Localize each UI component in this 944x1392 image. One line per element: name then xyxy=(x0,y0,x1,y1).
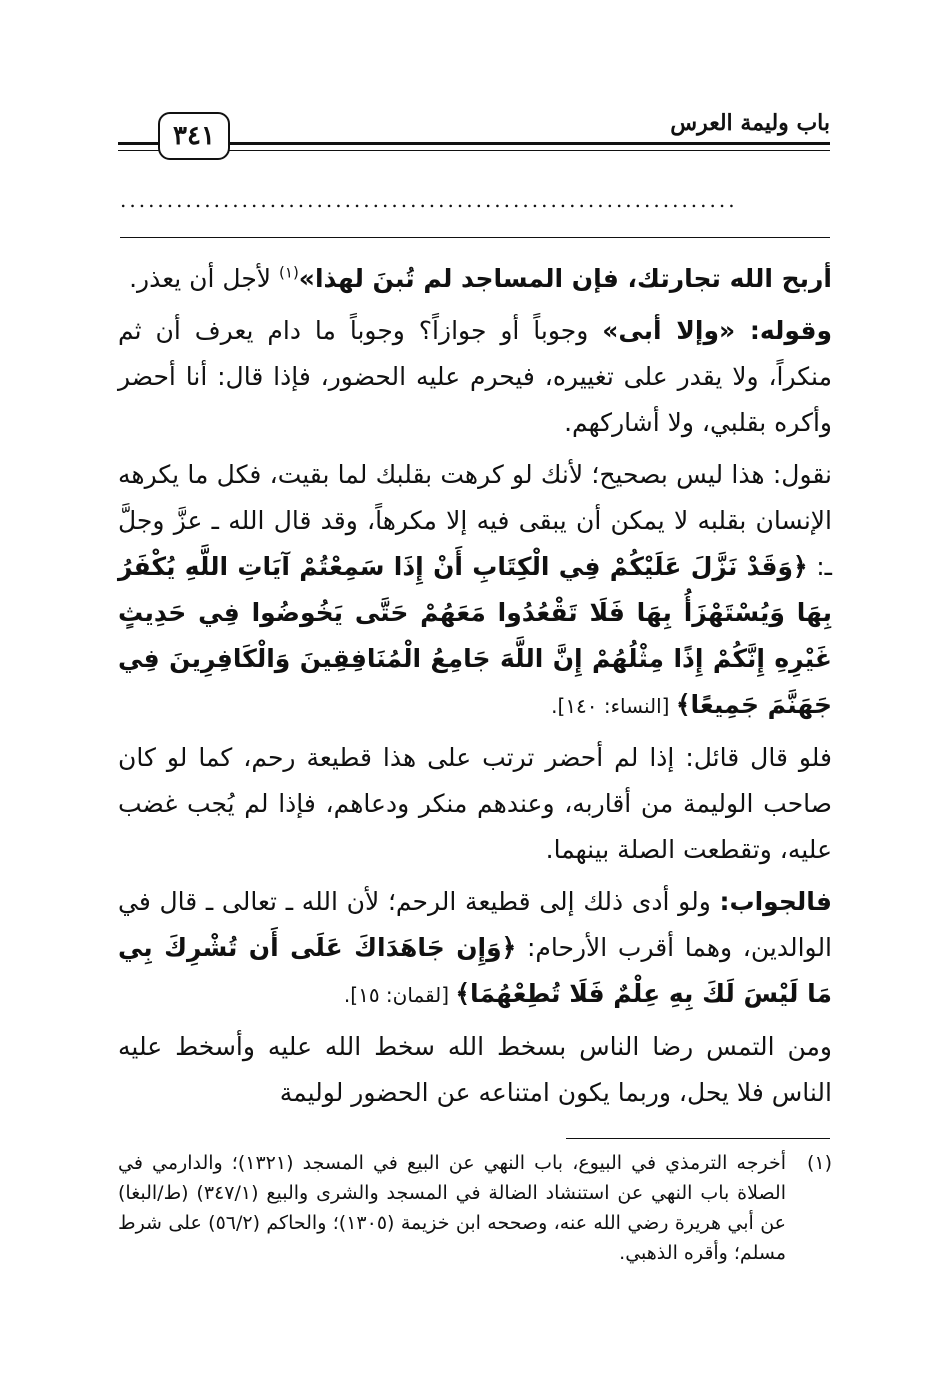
paragraph-1-rest: لأجل أن يعذر. xyxy=(129,264,280,293)
quran-verse-luqman: ﴿وَإِن جَاهَدَاكَ عَلَى أَن تُشْرِكَ بِي مَا لَيْسَ لَكَ بِهِ عِلْمٌ فَلَا تُطِعْهُمَا﴾ xyxy=(118,933,832,1008)
section-divider xyxy=(120,237,830,238)
answer-label: فالجواب: xyxy=(719,887,832,916)
footnote xyxy=(118,1148,832,1268)
main-text xyxy=(118,256,832,1126)
paragraph-5 xyxy=(118,879,832,1018)
paragraph-3-text: نقول: هذا ليس بصحيح؛ لأنك لو كرهت بقلبك لما بقيت، فكل ما يكرهه الإنسان بقلبه لا يمكن أن يبقى فيه إلا مكرهاً، وقد قال الله ـ عزَّ وجلَّ ـ: xyxy=(118,460,832,581)
footnote-divider xyxy=(566,1138,830,1139)
paragraph-2 xyxy=(118,308,832,446)
page-header xyxy=(118,100,830,160)
paragraph-1 xyxy=(118,256,832,302)
quran-verse-nisa: ﴿وَقَدْ نَزَّلَ عَلَيْكُمْ فِي الْكِتَابِ أَنْ إِذَا سَمِعْتُمْ آيَاتِ اللَّهِ يُكْفَرُ بِهَا وَيُسْتَهْزَأُ بِهَا فَلَا تَقْعُدُوا مَعَهُمْ حَتَّى يَخُوضُوا فِي حَدِيثٍ غَيْرِهِ إِنَّكُمْ إِذًا مِثْلُهُمْ إِنَّ اللَّهَ جَامِعُ الْمُنَافِقِينَ وَالْكَافِرِينَ فِي جَهَنَّمَ جَمِيعًا﴾ xyxy=(118,552,832,719)
page-number: ٣٤١ xyxy=(158,112,230,160)
paragraph-2-rest: وجوباً أو جوازاً؟ وجوباً ما دام يعرف أن ثم منكراً، ولا يقدر على تغييره، فيحرم عليه الحضور، فإذا قال: أنا أحضر وأكره بقلبي، ولا أشاركهم. xyxy=(118,316,832,437)
verse-ref-luqman: [لقمان: ١٥]. xyxy=(343,983,456,1007)
paragraph-5-text: ولو أدى ذلك إلى قطيعة الرحم؛ لأن الله ـ تعالى ـ قال في الوالدين، وهما أقرب الأرحام: xyxy=(118,887,833,962)
footnote-number: (١) xyxy=(806,1152,832,1174)
paragraph-2-lead: وقوله: «وإلا أبى» xyxy=(602,316,832,345)
hadith-quote: أربح الله تجارتك، فإن المساجد لم تُبنَ لهذا» xyxy=(298,264,832,293)
footnote-ref: (١) xyxy=(279,263,299,282)
paragraph-4-text: فلو قال قائل: إذا لم أحضر ترتب على هذا قطيعة رحم، كما لو كان صاحب الوليمة من أقاربه، وعندهم منكر ودعاهم، فإذا لم يُجب غضب عليه، وتقطعت الصلة بينهما. xyxy=(118,743,832,864)
footnote-text: أخرجه الترمذي في البيوع، باب النهي عن البيع في المسجد (١٣٢١)؛ والدارمي في الصلاة باب النهي عن استنشاد الضالة في المسجد والشرى والبيع (٣٤٧/١) (ط/البغا) عن أبي هريرة رضي الله عنه، وصححه ابن خزيمة (١٣٠٥)؛ والحاكم (٥٦/٢) على شرط مسلم؛ وأقره الذهبي. xyxy=(118,1152,787,1264)
paragraph-3 xyxy=(118,452,832,729)
dotted-separator: .................................................................. xyxy=(120,188,738,212)
chapter-title: باب وليمة العرس xyxy=(660,110,830,136)
paragraph-4 xyxy=(118,735,832,873)
paragraph-6 xyxy=(118,1024,832,1116)
paragraph-6-text: ومن التمس رضا الناس بسخط الله سخط الله عليه وأسخط عليه الناس فلا يحل، وربما يكون امتناعه عن الحضور لوليمة xyxy=(118,1032,832,1107)
verse-ref-nisa: [النساء: ١٤٠]. xyxy=(551,694,676,718)
